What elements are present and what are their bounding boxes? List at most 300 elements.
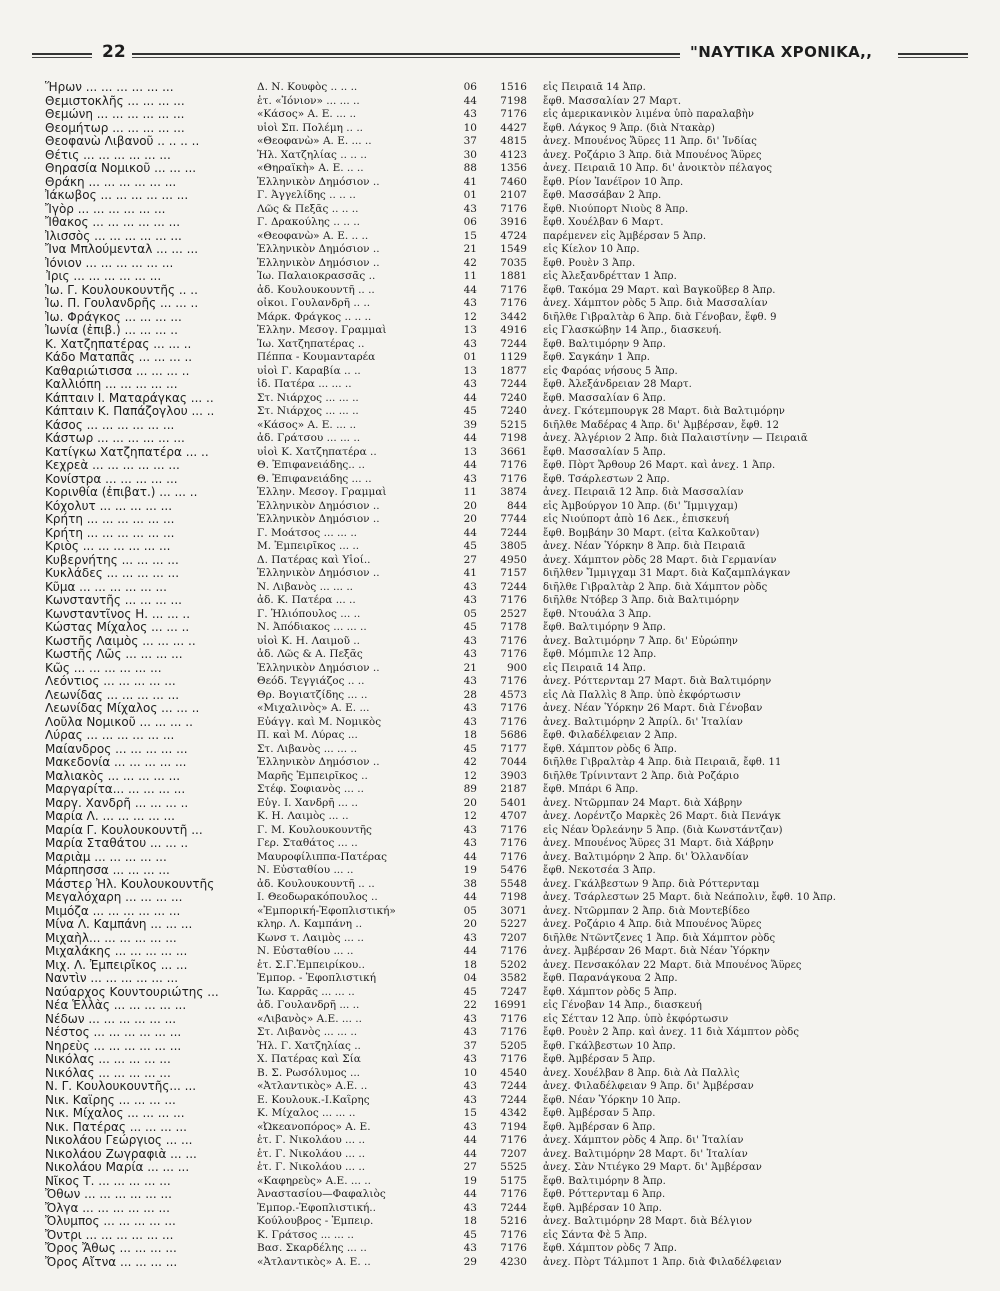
ship-name: Θεμώνη ... ... ... ... ... ... [45, 108, 185, 121]
build-year: 43 [463, 472, 477, 485]
ship-owner: Μαρῆς Ἐμπειρῖκος .. [257, 769, 368, 782]
ship-owner: Γ. Ἀγγελίδης .. .. .. [257, 189, 356, 201]
movement-note: ἔφθ. Μασσαλίαν 5 Ἀπρ. [543, 446, 666, 458]
ship-row [45, 581, 975, 595]
tonnage: 7207 [500, 931, 527, 944]
header-rule-right-thin [898, 57, 968, 58]
movement-note: ἔφθ. Ντουάλα 3 Ἀπρ. [543, 608, 652, 620]
movement-note: ἔφθ. Ἀλεξάνδρειαν 28 Μαρτ. [543, 379, 692, 390]
build-year: 45 [463, 540, 477, 552]
build-year: 38 [463, 877, 477, 890]
ship-name: Κυκλάδες ... ... ... ... ... [45, 567, 180, 580]
tonnage: 7176 [500, 702, 527, 714]
ship-owner: «Ἐμπορική-Ἐφοπλιστική» [257, 904, 396, 917]
ship-row [45, 972, 975, 986]
build-year: 44 [463, 391, 477, 404]
build-year: 12 [463, 769, 477, 782]
ship-name: Θεομήτωρ ... ... ... ... ... [45, 121, 185, 135]
ship-owner: ἀδ. Κουλουκουντῆ .. .. [257, 877, 375, 890]
ship-owner: «Λιβανὸς» Α.Ε. ... .. [257, 1012, 362, 1025]
build-year: 15 [463, 1107, 477, 1119]
ship-name: Μίνα Λ. Καμπάνη ... ... ... [45, 918, 193, 931]
movement-note: ἀνεχ. Χουέλβαν 8 Ἀπρ. διὰ Λὰ Παλλὶς [543, 1067, 740, 1079]
ship-row [45, 959, 975, 973]
movement-note: εἰς ἀμερικανικὸν λιμένα ὑπὸ παραλαβὴν [543, 109, 755, 120]
movement-note: ἀνεχ. Πειραιᾶ 10 Ἀπρ. δι' ἀνοικτὸν πέλαγος [543, 163, 773, 174]
tonnage: 2527 [500, 607, 527, 620]
movement-note: εἰς Γένοβαν 14 Ἀπρ., διασκευή [543, 1000, 702, 1011]
movement-note: παρέμενεν εἰς Ἀμβέρσαν 5 Ἀπρ. [543, 230, 707, 242]
movement-note: διῆλθε Γιβραλτὰρ 4 Ἀπρ. διὰ Πειραιᾶ, ἔφθ. 11 [543, 757, 782, 768]
tonnage: 7176 [500, 1134, 527, 1146]
ship-name: Κωνσταντῆς ... ... ... ... [45, 594, 182, 607]
build-year: 44 [463, 94, 477, 107]
tonnage: 7198 [500, 891, 527, 903]
header-rule-middle-thin [132, 57, 680, 58]
tonnage: 7244 [500, 337, 527, 350]
ship-row [45, 162, 975, 176]
build-year: 44 [463, 1134, 477, 1146]
ship-owner: Κ. Η. Λαιμὸς ... .. [257, 810, 349, 822]
tonnage: 7176 [500, 594, 527, 606]
ship-row [45, 500, 975, 514]
ship-owner: Κ. Μίχαλος ... ... .. [257, 1107, 356, 1119]
tonnage: 5476 [500, 864, 527, 876]
build-year: 88 [463, 162, 477, 174]
movement-note: ἀνεχ. Βαλτιμόρην 28 Μαρτ. δι' Ἰταλίαν [543, 1148, 748, 1160]
ship-owner: ἀδ. Γράτσου ... ... .. [257, 432, 361, 444]
ship-owner: Ἑλληνικὸν Δημόσιον .. [257, 499, 380, 512]
ship-row [45, 594, 975, 608]
ship-name: Λεωνίδας Μίχαλος ... ... .. [45, 702, 200, 715]
tonnage: 7176 [500, 202, 527, 215]
ship-owner: Μάρκ. Φράγκος .. .. .. [257, 310, 372, 323]
ship-row [45, 473, 975, 487]
movement-note: ἔφθ. Νεκοτσέα 3 Ἀπρ. [543, 865, 656, 876]
tonnage: 7244 [500, 378, 527, 390]
movement-note: διῆλθε Μαδέρας 4 Ἀπρ. δι' Ἀμβέρσαν, ἔφθ. 12 [543, 419, 780, 431]
ship-row [45, 1121, 975, 1135]
build-year: 45 [463, 985, 477, 998]
tonnage: 7198 [500, 432, 527, 444]
movement-note: ἔφθ. Χουέλβαν 6 Μαρτ. [543, 217, 664, 228]
build-year: 28 [463, 688, 477, 701]
movement-note: ἀνεχ. Χάμπτον ρὸδς 4 Ἀπρ. δι' Ἰταλίαν [543, 1135, 744, 1146]
tonnage: 5216 [500, 1215, 527, 1227]
tonnage: 7035 [500, 256, 527, 269]
movement-note: ἔφθ. Ρόττερνταμ 6 Ἀπρ. [543, 1189, 666, 1200]
movement-note: ἔφθ. Βαλτιμόρην 9 Ἀπρ. [543, 622, 666, 633]
ship-name: Κάπταιν Ι. Ματαράγκας ... .. [45, 391, 214, 405]
ship-owner: ἀδ. Λῶς & Α. Πεξᾶς [257, 648, 363, 660]
build-year: 44 [463, 283, 477, 296]
movement-note: διῆλθε Γιβραλτὰρ 2 Ἀπρ. διὰ Χάμπτον ρὸδς [543, 581, 768, 593]
ship-row [45, 878, 975, 892]
ship-name: Ὄλυμπος ... ... ... ... ... [45, 1215, 176, 1228]
ship-row [45, 540, 975, 554]
ship-name: Μιμόζα ... ... ... ... ... ... [45, 904, 181, 918]
ship-row [45, 608, 975, 622]
build-year: 37 [463, 1039, 477, 1052]
build-year: 42 [463, 756, 477, 768]
ship-owner: κληρ. Λ. Καμπάνη .. [257, 918, 363, 930]
ship-owner: υἱοὶ Σπ. Πολέμη .. .. [257, 121, 363, 134]
build-year: 18 [463, 958, 477, 971]
ship-owner: ἑτ. Γ. Νικολάου ... .. [257, 1147, 366, 1160]
tonnage: 5227 [500, 918, 527, 930]
build-year: 43 [463, 823, 477, 836]
ship-owner: Θ. Ἐπιφανειάδης.. .. [257, 459, 365, 471]
tonnage: 900 [506, 661, 527, 674]
ship-row [45, 378, 975, 392]
movement-note: ἔφθ. Μόμπιλε 12 Ἀπρ. [543, 649, 657, 660]
ship-name: Κάσος ... ... ... ... ... ... [45, 418, 175, 432]
ship-owner: Ἑλληνικὸν Δημόσιον .. [257, 513, 380, 525]
ship-name: Ἴγὸρ ... ... ... ... ... ... [45, 202, 166, 216]
ship-row [45, 216, 975, 230]
tonnage: 1549 [500, 243, 527, 255]
ship-row [45, 648, 975, 662]
build-year: 43 [463, 675, 477, 687]
ship-name: Νικ. Μίχαλος ... ... ... ... [45, 1107, 185, 1120]
ship-name: Κῶς ... ... ... ... ... ... [45, 661, 162, 675]
ship-owner: Εὐάγγ. καὶ Μ. Νομικὸς [257, 715, 382, 728]
tonnage: 3442 [500, 310, 527, 323]
ship-owner: Χ. Πατέρας καὶ Σία [257, 1053, 361, 1065]
tonnage: 4707 [500, 810, 527, 822]
movement-note: ἀνεχ. Χάμπτον ρὸδς 5 Ἀπρ. διὰ Μασσαλίαν [543, 298, 768, 309]
ship-name: Μιχ. Λ. Ἐμπειρῖκος ... ... [45, 958, 188, 972]
build-year: 11 [463, 270, 477, 282]
build-year: 43 [463, 702, 477, 714]
ship-owner: Δ. Πατέρας καὶ Υἱοί.. [257, 553, 371, 566]
ship-name: Ἰω. Φράγκος ... ... ... ... [45, 310, 182, 324]
ship-name: Μαλιακὸς ... ... ... ... ... [45, 769, 181, 783]
ship-row [45, 392, 975, 406]
ship-owner: ἰδ. Πατέρα ... ... .. [257, 378, 352, 390]
movement-note: εἰς Ἀμβούργον 10 Ἀπρ. (δι' Ἴμμιγχαμ) [543, 500, 738, 512]
ship-name: Κωστῆς Λῶς ... ... ... ... [45, 648, 183, 661]
ship-row [45, 837, 975, 851]
build-year: 13 [463, 324, 477, 336]
tonnage: 7207 [500, 1147, 527, 1160]
tonnage: 3874 [500, 486, 527, 498]
build-year: 29 [463, 1255, 477, 1268]
ship-name: Μάρπησσα ... ... ... ... [45, 864, 170, 877]
ship-owner: Πέππα - Κουμανταρέα [257, 351, 376, 363]
tonnage: 7176 [500, 1053, 527, 1065]
build-year: 18 [463, 1215, 477, 1227]
ship-row [45, 729, 975, 743]
ship-name: Κ. Χατζηπατέρας ... ... .. [45, 337, 192, 351]
build-year: 44 [463, 526, 477, 539]
movement-note: ἔφθ. Λάγκος 9 Ἀπρ. (διὰ Ντακὰρ) [543, 122, 716, 134]
tonnage: 4540 [500, 1066, 527, 1079]
ship-row [45, 176, 975, 190]
build-year: 43 [463, 1120, 477, 1133]
movement-note: ἔφθ. Βαλτιμόρην 8 Ἀπρ. [543, 1175, 666, 1187]
movement-note: ἀνεχ. Βαλτιμόρην 7 Ἀπρ. δι' Εὐρώπην [543, 635, 738, 647]
tonnage: 2187 [500, 783, 527, 795]
movement-note: ἀνεχ. Ντῶρμπαν 2 Ἀπρ. διὰ Μοντεβίδεο [543, 905, 750, 917]
tonnage: 3582 [500, 972, 527, 984]
ship-row [45, 945, 975, 959]
movement-note: ἀνεχ. Λορέντζο Μαρκὲς 26 Μαρτ. διὰ Πενάγκ [543, 811, 781, 822]
ship-name: Ὄλγα ... ... ... ... ... ... [45, 1201, 170, 1215]
ship-owner: ἑτ. «Ἰόνιον» ... ... .. [257, 94, 360, 107]
tonnage: 3071 [500, 904, 527, 917]
ship-row [45, 810, 975, 824]
build-year: 43 [463, 108, 477, 120]
build-year: 44 [463, 459, 477, 471]
tonnage: 5202 [500, 958, 527, 971]
build-year: 43 [463, 1242, 477, 1254]
ship-row [45, 851, 975, 865]
ship-owner: Ἑλληνικὸν Δημόσιον .. [257, 243, 380, 255]
tonnage: 4916 [500, 324, 527, 336]
movement-note: ἔφθ. Ἀμβέρσαν 6 Ἀπρ. [543, 1121, 656, 1133]
ship-name: Ἴθακος ... ... ... ... ... ... [45, 216, 181, 229]
ship-owner: Ν. Λιβανὸς ... ... .. [257, 580, 354, 593]
ship-row [45, 986, 975, 1000]
ship-owner: Ν. Εὐσταθίου ... .. [257, 945, 354, 957]
tonnage: 4573 [500, 688, 527, 701]
tonnage: 7247 [500, 985, 527, 998]
build-year: 43 [463, 715, 477, 728]
movement-note: ἔφθ. Ἀμβέρσαν 5 Ἀπρ. [543, 1108, 656, 1119]
ship-row [45, 1067, 975, 1081]
ship-row [45, 1202, 975, 1216]
tonnage: 7176 [500, 1188, 527, 1200]
build-year: 44 [463, 1147, 477, 1160]
tonnage: 7176 [500, 297, 527, 309]
movement-note: εἰς Νιούπορτ ἀπὸ 16 Δεκ., ἐπισκευή [543, 514, 730, 525]
build-year: 41 [463, 567, 477, 579]
tonnage: 7240 [500, 391, 527, 404]
ship-name: Κωνσταντῖνος Η. ... ... .. [45, 607, 191, 621]
ship-row [45, 1242, 975, 1256]
movement-note: εἰς Λὰ Παλλὶς 8 Ἀπρ. ὑπὸ ἐκφόρτωσιν [543, 689, 741, 701]
tonnage: 7176 [500, 108, 527, 120]
ship-owner: «Θεοφανὼ» Α. Ε. ... .. [257, 135, 372, 147]
ship-owner: Π. καὶ Μ. Λύρας ... [257, 729, 358, 741]
ship-row [45, 783, 975, 797]
tonnage: 7044 [500, 756, 527, 768]
movement-note: ἀνεχ. Ἀμβέρσαν 26 Μαρτ. διὰ Νέαν Ὑόρκην [543, 946, 770, 957]
tonnage: 7178 [500, 621, 527, 633]
ship-row [45, 905, 975, 919]
ship-row [45, 486, 975, 500]
movement-note: ἀνεχ. Ροζάριο 4 Ἀπρ. διὰ Μπουένος Ἄϋρες [543, 919, 762, 930]
ship-name: Ναντὶν ... ... ... ... ... ... [45, 972, 179, 985]
movement-note: ἔφθ. Σαγκάην 1 Ἀπρ. [543, 352, 651, 363]
ship-row [45, 1053, 975, 1067]
build-year: 43 [463, 1053, 477, 1065]
build-year: 44 [463, 432, 477, 444]
movement-note: ἀνεχ. Σὰν Ντιέγκο 29 Μαρτ. δι' Ἀμβέρσαν [543, 1162, 762, 1173]
tonnage: 1516 [500, 81, 527, 93]
movement-note: ἀνεχ. Ἀλγέριον 2 Ἀπρ. διὰ Παλαιστίνην — Πειραιᾶ [543, 433, 808, 444]
build-year: 43 [463, 634, 477, 647]
tonnage: 7176 [500, 472, 527, 485]
ship-name: Ἴνα Μπλούμενταλ ... ... ... [45, 243, 199, 256]
tonnage: 5175 [500, 1174, 527, 1187]
build-year: 89 [463, 783, 477, 795]
ship-owner: «Ἀτλαντικὸς» Α.Ε. .. [257, 1080, 368, 1092]
build-year: 21 [463, 661, 477, 674]
tonnage: 7176 [500, 1242, 527, 1254]
tonnage: 844 [506, 499, 527, 512]
movement-note: ἀνεχ. Βαλτιμόρην 2 Ἀπρίλ. δι' Ἰταλίαν [543, 716, 743, 728]
ship-row [45, 1215, 975, 1229]
ship-name: Κάστωρ ... ... ... ... ... ... [45, 432, 185, 445]
ship-owner: ἑτ. Γ. Νικολάου ... .. [257, 1161, 366, 1173]
build-year: 37 [463, 135, 477, 147]
ship-owner: «Ἀτλαντικὸς» Α. Ε. .. [257, 1255, 371, 1268]
ship-name: Μαρία Σταθάτου ... ... .. [45, 837, 189, 850]
movement-note: διῆλθε Ντῶντζενες 1 Ἀπρ. διὰ Χάμπτον ρὸδς [543, 932, 776, 944]
ship-owner: ἀδ. Κουλουκουντῆ .. .. [257, 283, 375, 296]
tonnage: 7194 [500, 1120, 527, 1133]
ship-owner: «Ὠκεανοπόρος» Α. Ε. [257, 1120, 371, 1133]
ship-owner: Στ. Νιάρχος ... ... .. [257, 391, 359, 404]
build-year: 11 [463, 486, 477, 498]
ship-row [45, 756, 975, 770]
movement-note: ἀνεχ. Ροζάριο 3 Ἀπρ. διὰ Μπουένος Ἄϋρες [543, 149, 762, 161]
ship-owner: Κούλουβρος - Ἐμπειρ. [257, 1215, 374, 1227]
ship-row [45, 189, 975, 203]
ship-row [45, 1175, 975, 1189]
header-rule-middle [132, 53, 680, 55]
tonnage: 3903 [500, 769, 527, 782]
tonnage: 4427 [500, 121, 527, 134]
ship-row [45, 1080, 975, 1094]
ship-owner: Ἠλ. Χατζηλίας .. .. .. [257, 148, 367, 161]
ship-row [45, 243, 975, 257]
build-year: 43 [463, 1093, 477, 1106]
build-year: 44 [463, 850, 477, 863]
tonnage: 7244 [500, 1201, 527, 1214]
ship-owner: Θρ. Βογιατζίδης ... .. [257, 688, 368, 701]
build-year: 06 [463, 81, 477, 93]
tonnage: 7744 [500, 513, 527, 525]
tonnage: 4342 [500, 1107, 527, 1119]
tonnage: 7176 [500, 634, 527, 647]
tonnage: 7176 [500, 1026, 527, 1038]
ship-owner: υἱοὶ Γ. Καραβία .. .. [257, 364, 361, 377]
ship-name: Νικολάου Γεώργιος ... ... [45, 1134, 193, 1147]
ship-row [45, 662, 975, 676]
ship-name: Νέα Ἑλλὰς ... ... ... ... ... [45, 999, 187, 1012]
ship-row [45, 1188, 975, 1202]
ship-name: Νικολάου Μαρία ... ... ... [45, 1161, 190, 1174]
ship-name: Καλλιόπη ... ... ... ... ... [45, 378, 178, 391]
ship-owner: υἱοὶ Κ. Χατζηπατέρα .. [257, 445, 377, 458]
build-year: 20 [463, 796, 477, 809]
tonnage: 1129 [500, 351, 527, 363]
movement-note: ἔφθ. Μπάρι 6 Ἀπρ. [543, 784, 639, 795]
build-year: 05 [463, 904, 477, 917]
ship-name: Νῖκος Τ. ... ... ... ... ... [45, 1174, 171, 1188]
ship-name: Ναύαρχος Κουντουριώτης ... [45, 985, 219, 999]
tonnage: 7176 [500, 1228, 527, 1241]
build-year: 06 [463, 216, 477, 228]
ship-name: Ἰάκωβος ... ... ... ... ... ... [45, 189, 189, 202]
movement-note: ἀνεχ. Νέαν Ὑόρκην 8 Ἀπρ. διὰ Πειραιᾶ [543, 541, 746, 552]
tonnage: 7198 [500, 94, 527, 107]
ship-name: Λεόντιος ... ... ... ... ... [45, 675, 176, 688]
tonnage: 4815 [500, 135, 527, 147]
ship-row [45, 554, 975, 568]
ship-row [45, 122, 975, 136]
ship-row [45, 149, 975, 163]
header-rule-right [898, 53, 968, 55]
ship-name: Μακεδονία ... ... ... ... ... [45, 756, 187, 769]
tonnage: 5205 [500, 1039, 527, 1052]
movement-note: ἀνεχ. Τσάρλεστων 25 Μαρτ. διὰ Νεάπολιν, ἔφθ. 10 Ἀπρ. [543, 892, 837, 903]
movement-note: διῆλθε Ντόβερ 3 Ἀπρ. διὰ Βαλτιμόρην [543, 595, 740, 606]
build-year: 43 [463, 594, 477, 606]
movement-note: ἔφθ. Ρουὲν 2 Ἀπρ. καὶ ἀνεχ. 11 διὰ Χάμπτον ρὸδς [543, 1027, 800, 1038]
tonnage: 7176 [500, 945, 527, 957]
ship-name: Ὄρος Αἴτνα ... ... ... ... [45, 1255, 178, 1269]
tonnage: 7176 [500, 837, 527, 849]
movement-note: ἀνεχ. Βαλτιμόρην 28 Μαρτ. διὰ Βέλγιον [543, 1216, 753, 1227]
ship-owner: Ἰω. Καρρᾶς ... ... .. [257, 985, 355, 998]
ship-row [45, 918, 975, 932]
ship-owner: Ἑλληνικὸν Δημόσιον .. [257, 256, 380, 269]
ship-owner: Θ. Ἐπιφανειάδης ... .. [257, 472, 372, 485]
ship-owner: Γερ. Σταθάτος ... .. [257, 837, 358, 849]
movement-note: διῆλθε Τρίνινταντ 2 Ἀπρ. διὰ Ροζάριο [543, 770, 740, 782]
ship-row [45, 270, 975, 284]
ship-owner: Ν. Ἀπόδιακος ... ... .. [257, 621, 367, 633]
build-year: 41 [463, 175, 477, 188]
ship-owner: ἀδ. Γουλανδρῆ ... .. [257, 999, 360, 1011]
ship-owner: Ἰω. Χατζηπατέρας .. [257, 337, 365, 350]
build-year: 43 [463, 202, 477, 215]
ship-name: Μαριὰμ ... ... ... ... ... [45, 850, 167, 864]
ship-name: Ν. Γ. Κουλουκουντῆς... ... [45, 1080, 197, 1093]
movement-note: ἔφθ. Φιλαδέλφειαν 2 Ἀπρ. [543, 730, 678, 741]
build-year: 44 [463, 1188, 477, 1200]
tonnage: 7244 [500, 526, 527, 539]
tonnage: 7244 [500, 1093, 527, 1106]
ship-name: Ἰόνιον ... ... ... ... ... ... [45, 256, 174, 270]
ship-row [45, 1013, 975, 1027]
build-year: 13 [463, 364, 477, 377]
build-year: 45 [463, 621, 477, 633]
tonnage: 7176 [500, 850, 527, 863]
ship-owner: «Κάσος» Α. Ε. ... .. [257, 418, 357, 431]
ship-row [45, 419, 975, 433]
ship-owner: Ι. Θεοδωρακόπουλος .. [257, 891, 378, 903]
ship-owner: Μαυροφίλιππα-Πατέρας [257, 850, 388, 863]
movement-note: ἔφθ. Ἀμβέρσαν 5 Ἀπρ. [543, 1054, 656, 1065]
ship-name: Μαρία Γ. Κουλουκουντῆ ... [45, 823, 203, 837]
movement-note: ἀνεχ. Μπουένος Ἄϋρες 11 Ἀπρ. δι' Ἰνδίας [543, 136, 757, 147]
page-number: 22 [102, 42, 126, 62]
movement-note: ἔφθ. Ρίον Ἰανέϊρον 10 Ἀπρ. [543, 176, 684, 188]
ship-name: Ἥρων ... ... ... ... ... ... [45, 81, 174, 94]
ship-row [45, 527, 975, 541]
ship-owner: Στ. Νιάρχος ... ... .. [257, 405, 359, 417]
ship-name: Θεμιστοκλῆς ... ... ... ... [45, 94, 185, 108]
movement-note: ἀνεχ. Ντῶρμπαν 24 Μαρτ. διὰ Χάβρην [543, 797, 743, 809]
ship-owner: Εὐγ. Ι. Χανδρῆ ... .. [257, 796, 358, 809]
ship-row [45, 284, 975, 298]
ship-name: Ἰω. Π. Γουλανδρῆς ... ... .. [45, 297, 199, 310]
